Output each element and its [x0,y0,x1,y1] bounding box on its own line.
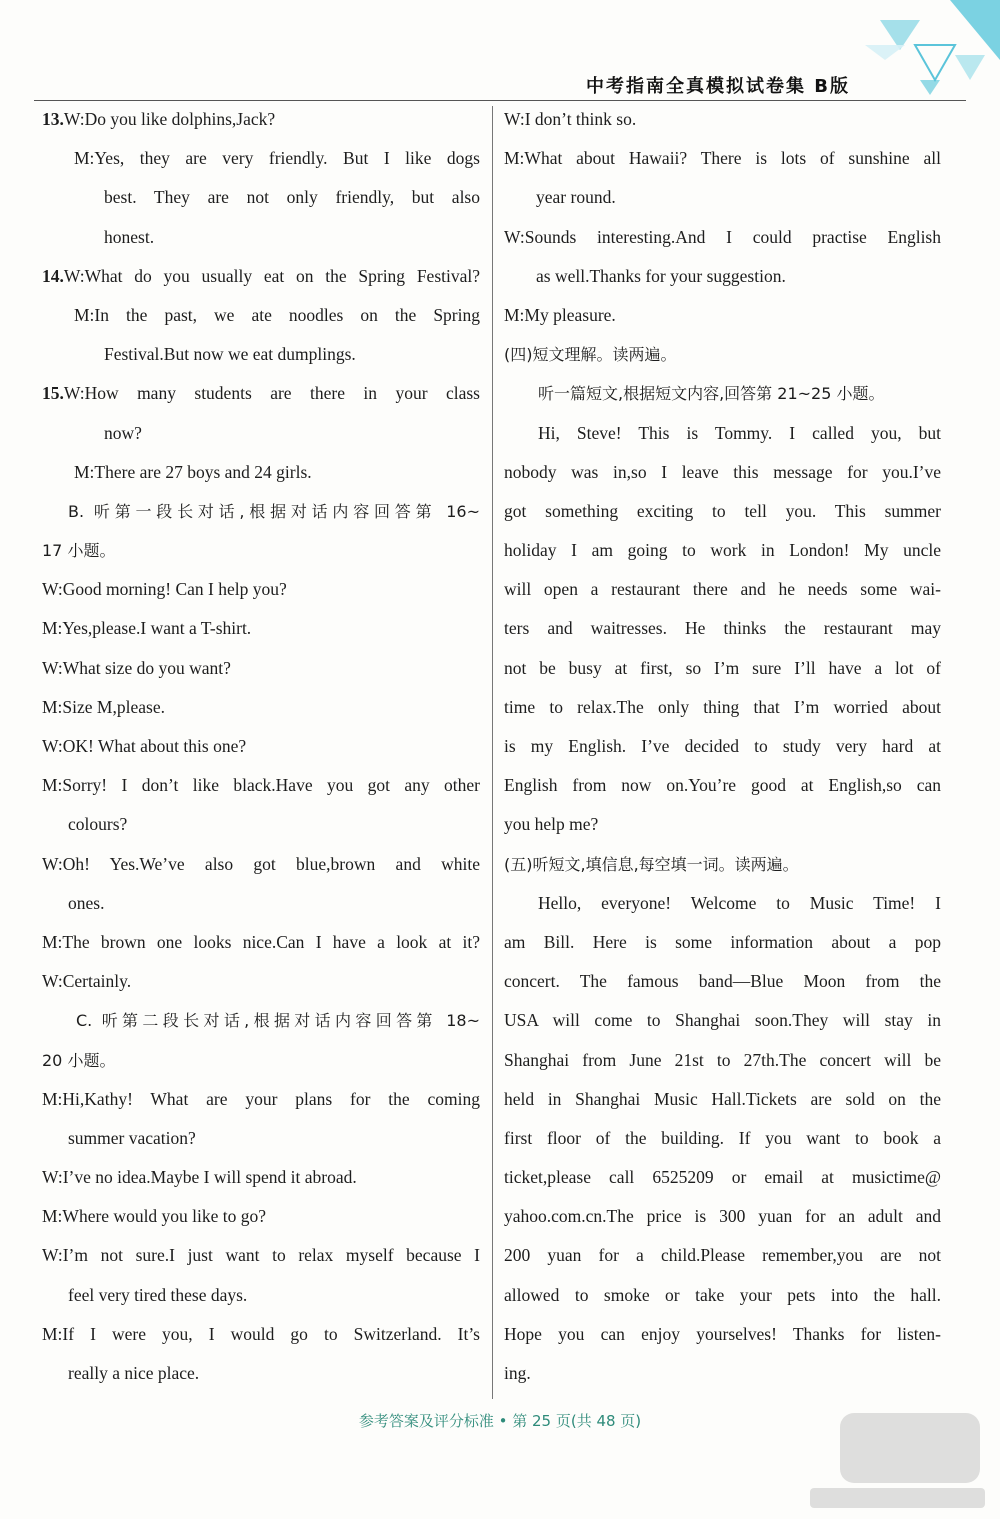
text-line [42,1041,480,1080]
text-line [504,1041,941,1080]
line-text: you help me? [504,814,599,835]
text-line [42,1276,480,1315]
line-text: M:Yes,please.I want a T-shirt. [42,618,252,639]
text-line [42,1315,480,1354]
line-text: honest. [104,226,155,247]
text-line [42,805,480,844]
text-line [504,962,941,1001]
line-text: W:I’m not sure.I just want to relax myself because I [42,1245,480,1266]
line-text: is my English. I’ve decided to study very hard at [504,736,941,756]
text-line [504,1197,941,1236]
corner-triangles-decoration [860,0,1000,110]
book-title: 中考指南全真模拟试卷集 B版 [586,76,850,97]
text-line [42,218,480,257]
text-line [42,492,480,531]
text-line [504,570,941,609]
text-line [42,570,480,609]
page-footer: 参考答案及评分标准 • 第 25 页(共 48 页) [358,1412,642,1430]
line-text: W:Good morning! Can I help you? [42,579,287,600]
line-text: M:Sorry! I don’t like black.Have you got any other [42,775,480,796]
text-line [504,649,941,688]
text-line [504,218,941,257]
line-text: W:I don’t think so. [504,109,637,129]
text-line [42,257,480,296]
text-line [42,531,480,570]
line-text: M:There are 27 boys and 24 girls. [74,461,312,482]
text-line [42,845,480,884]
text-line [42,609,480,648]
text-line [504,374,941,413]
text-line [42,688,480,727]
line-text: holiday I am going to work in London! My uncle [504,540,941,561]
text-line [504,805,941,844]
line-text: M:The brown one looks nice.Can I have a look at it? [42,931,480,952]
line-text: 20 小题。 [42,1050,116,1070]
text-line [42,1001,480,1040]
line-text: (四)短文理解。读两遍。 [504,345,677,365]
left-column [42,100,480,1393]
line-text: W:I’ve no idea.Maybe I will spend it abroad. [42,1167,357,1188]
line-text: year round. [536,187,616,208]
text-line [504,1119,941,1158]
line-text: M:Where would you like to go? [42,1206,267,1227]
watermark-logo [780,1403,990,1513]
text-line [42,1080,480,1119]
text-line [42,923,480,962]
line-text: W:Do you like dolphins,Jack? [63,109,276,129]
text-line [504,1354,941,1393]
text-line [42,453,480,492]
line-text: W:Certainly. [42,971,132,992]
line-text: not be busy at first, so I’m sure I’ll have a lot of [504,657,941,678]
line-text: now? [104,422,142,443]
line-text: am Bill. Here is some information about a pop [504,931,941,952]
line-text: ters and waitresses. He thinks the restaurant may [504,618,941,639]
text-line [504,1158,941,1197]
line-text: best. They are not only friendly, but also [104,187,480,208]
text-line [42,727,480,766]
text-line [504,100,941,139]
text-line [42,1236,480,1275]
text-line [42,1354,480,1393]
text-line [504,335,941,374]
line-text: M:If I were you, I would go to Switzerland. It’s [42,1323,480,1344]
text-line [504,1276,941,1315]
text-line [504,884,941,923]
text-line [42,178,480,217]
text-line [42,139,480,178]
text-line [42,962,480,1001]
line-text: M:What about Hawaii? There is lots of sunshine all [504,148,941,169]
text-line [504,923,941,962]
text-line [504,178,941,217]
line-text: summer vacation? [68,1127,196,1148]
line-text: 听一篇短文,根据短文内容,回答第 21~25 小题。 [538,384,885,404]
line-text: ing. [504,1363,531,1383]
text-line [504,453,941,492]
line-text: C. 听第二段长对话,根据对话内容回答第 18~ [76,1011,480,1031]
text-line [504,688,941,727]
line-text: Hope you can enjoy yourselves! Thanks for listen- [504,1323,941,1344]
text-line [42,414,480,453]
line-text: allowed to smoke or take your pets into the hall. [504,1284,941,1305]
text-line [42,374,480,413]
text-line [42,100,480,139]
line-text: M:Hi,Kathy! What are your plans for the coming [42,1088,480,1109]
line-text: M:Size M,please. [42,696,165,717]
line-text: as well.Thanks for your suggestion. [536,265,786,286]
line-text: English from now on.You’re good at English,so can [504,775,941,796]
line-text: Shanghai from June 21st to 27th.The concert will be [504,1049,941,1070]
text-line [42,1197,480,1236]
question-number: 14. [42,265,64,286]
line-text: W:What do you usually eat on the Spring Festival? [63,265,480,286]
line-text: yahoo.com.cn.The price is 300 yuan for an adult and [504,1206,941,1227]
line-text: time to relax.The only thing that I’m worried about [504,696,941,717]
text-line [42,1158,480,1197]
line-text: held in Shanghai Music Hall.Tickets are sold on the [504,1088,941,1109]
text-line [504,609,941,648]
text-line [504,1080,941,1119]
text-line [504,531,941,570]
text-line [504,492,941,531]
right-column [504,100,941,1393]
line-text: (五)听短文,填信息,每空填一词。读两遍。 [504,854,799,874]
text-line [504,257,941,296]
line-text: W:What size do you want? [42,657,231,678]
text-line [504,1001,941,1040]
line-text: 200 yuan for a child.Please remember,you are not [504,1245,941,1266]
column-divider [492,106,493,1399]
line-text: W:Sounds interesting.And I could practise English [504,226,941,247]
text-line [504,845,941,884]
line-text: W:Oh! Yes.We’ve also got blue,brown and white [42,853,480,874]
line-text: M:My pleasure. [504,304,616,325]
line-text: Hi, Steve! This is Tommy. I called you, but [538,422,941,443]
line-text: got something exciting to tell you. This summer [504,500,941,521]
line-text: USA will come to Shanghai soon.They will stay in [504,1010,941,1031]
line-text: nobody was in,so I leave this message for you.I’ve [504,461,941,482]
line-text: M:In the past, we ate noodles on the Spring [74,304,480,325]
line-text: 17 小题。 [42,541,116,561]
line-text: really a nice place. [68,1363,200,1383]
line-text: M:Yes, they are very friendly. But I like dogs [74,148,480,169]
text-line [504,1236,941,1275]
text-line [504,1315,941,1354]
question-number: 13. [42,109,64,129]
line-text: Festival.But now we eat dumplings. [104,344,356,365]
text-line [504,139,941,178]
text-line [42,649,480,688]
line-text: colours? [68,814,128,835]
line-text: B. 听第一段长对话,根据对话内容回答第 16~ [68,501,480,521]
text-line [42,1119,480,1158]
line-text: will open a restaurant there and he needs some wai- [504,579,941,600]
line-text: first floor of the building. If you want to book a [504,1127,941,1148]
line-text: ones. [68,892,105,913]
text-line [504,414,941,453]
line-text: W:How many students are there in your class [63,383,480,404]
text-line [504,296,941,335]
line-text: feel very tired these days. [68,1284,248,1305]
line-text: W:OK! What about this one? [42,736,247,756]
question-number: 15. [42,383,64,404]
line-text: ticket,please call 6525209 or email at musictime@ [504,1167,941,1188]
text-line [504,766,941,805]
text-line [42,766,480,805]
text-line [42,296,480,335]
text-line [42,884,480,923]
text-line [504,727,941,766]
text-line [42,335,480,374]
line-text: concert. The famous band—Blue Moon from the [504,971,941,992]
line-text: Hello, everyone! Welcome to Music Time! I [538,892,941,913]
